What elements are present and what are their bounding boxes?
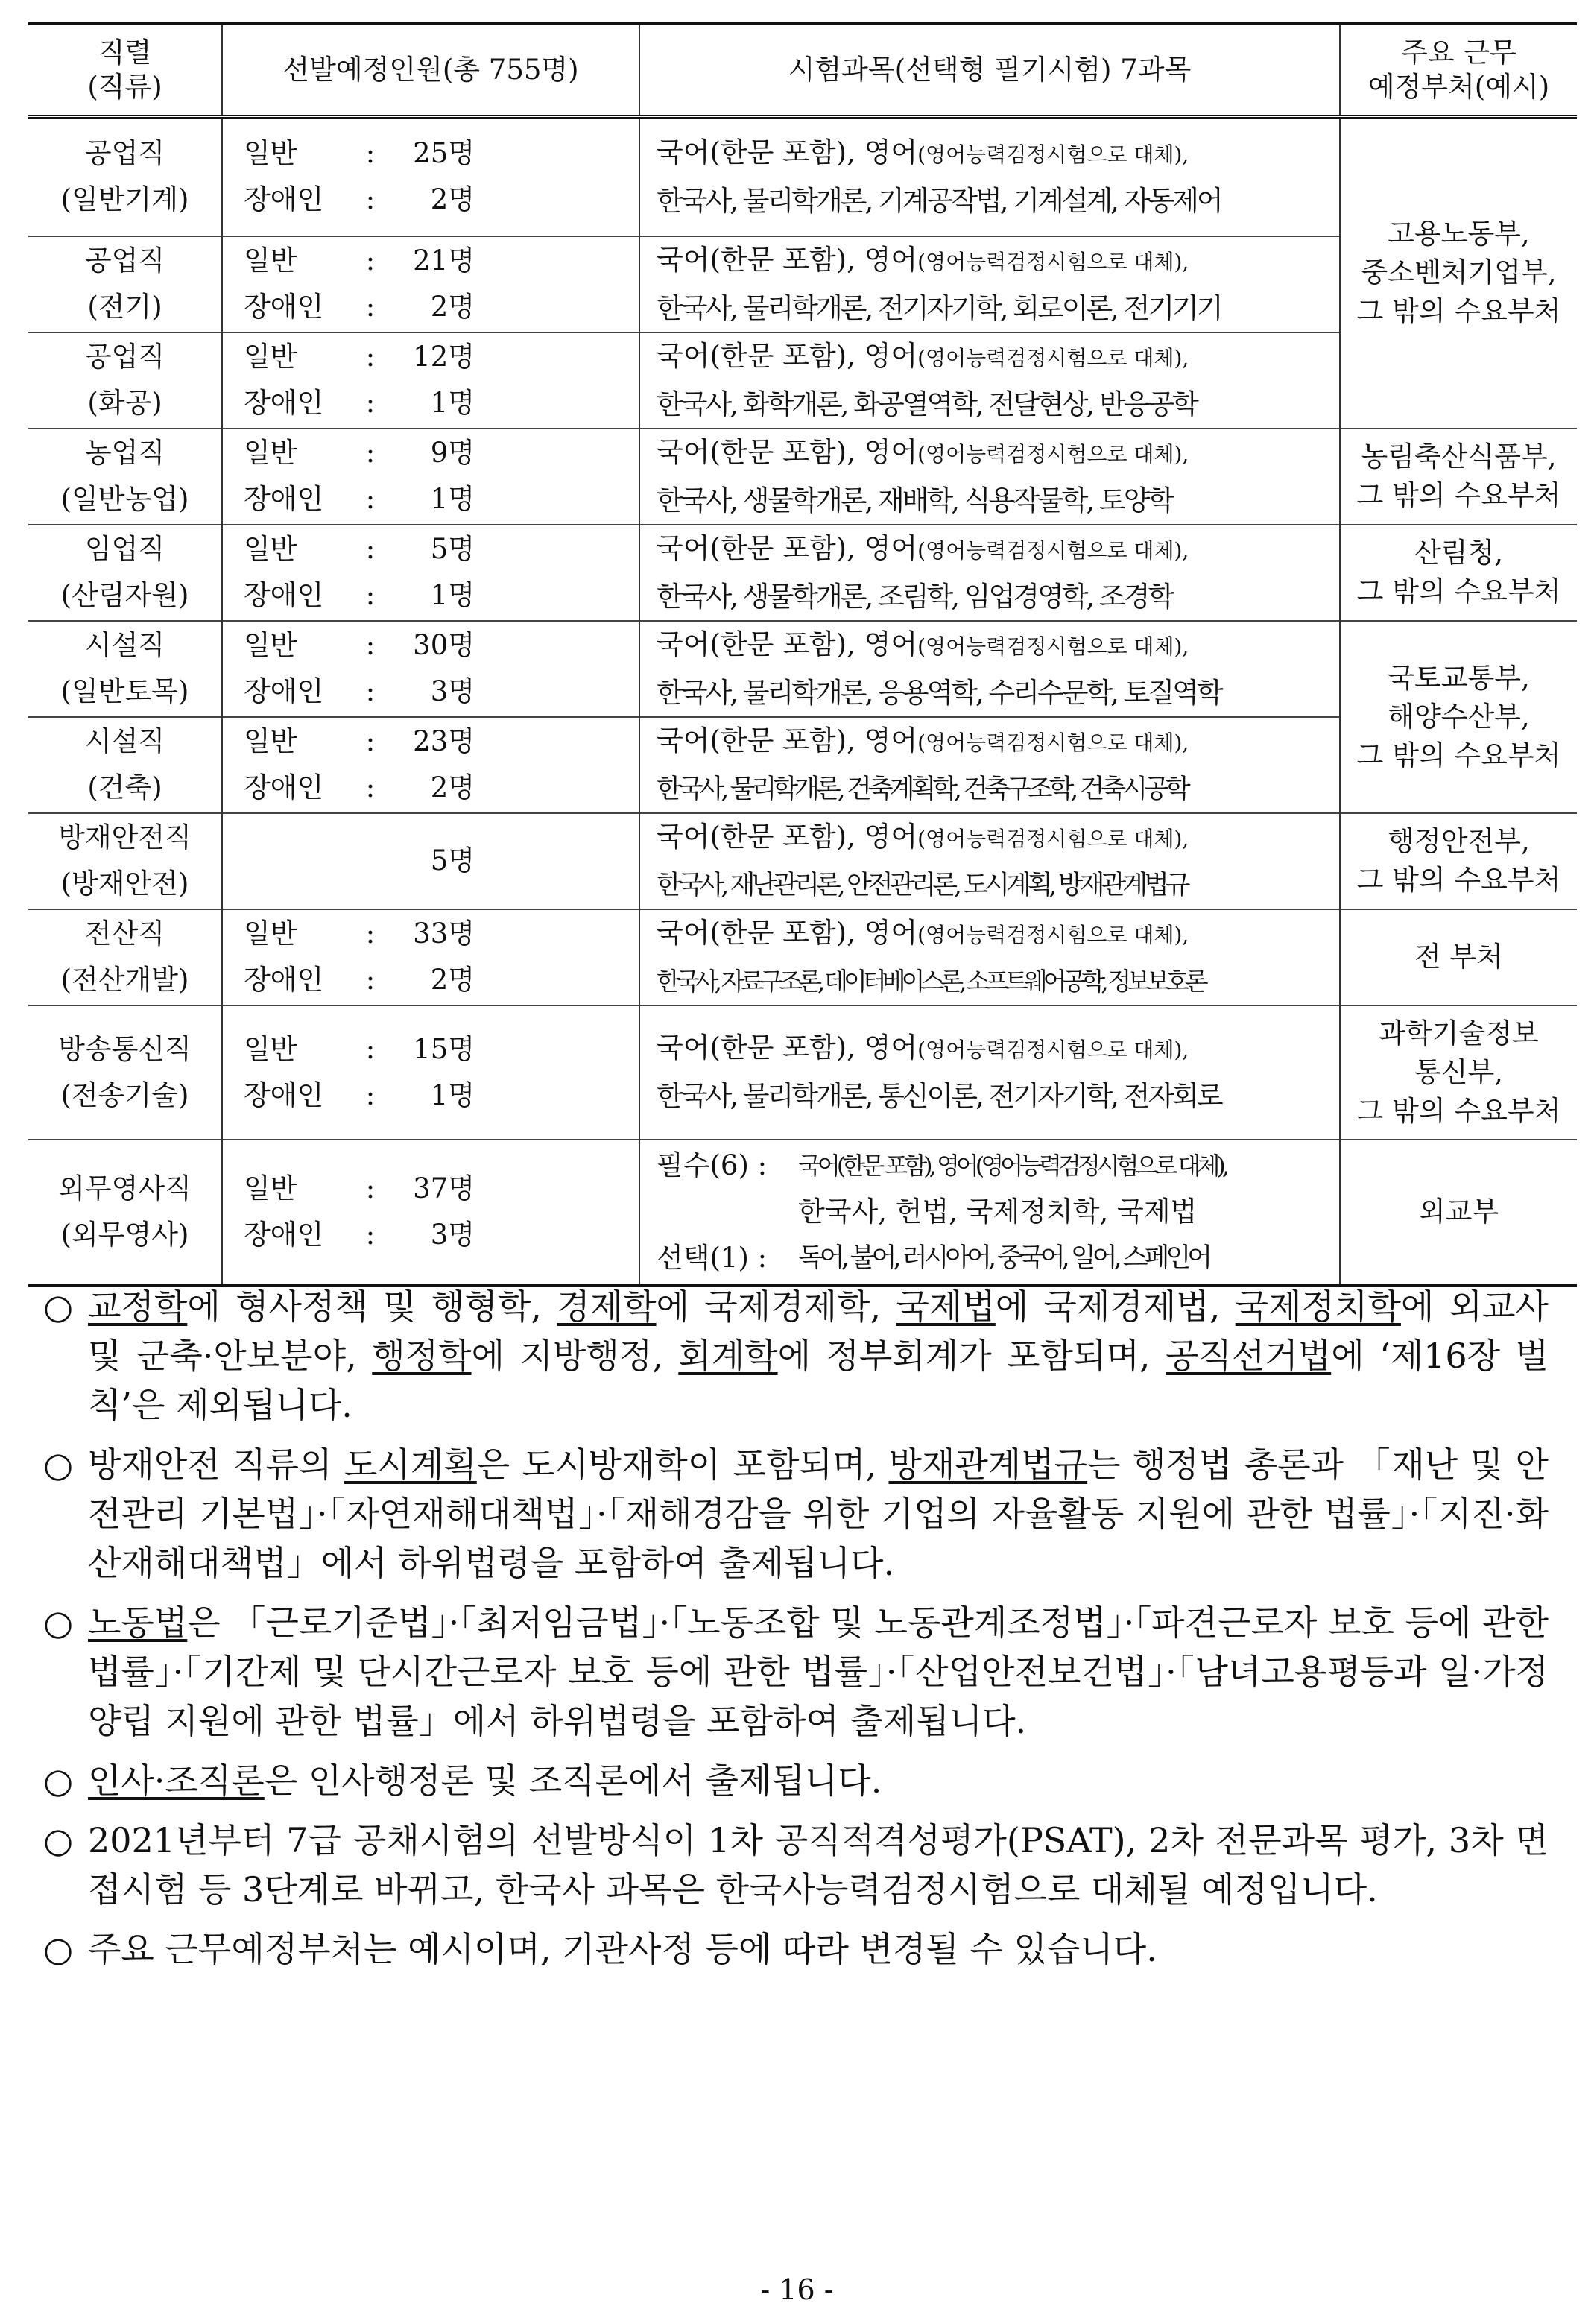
job-cell: 외무영사직 (외무영사): [28, 1140, 222, 1286]
dept-cell: 농림축산식품부, 그 밖의 수요부처: [1356, 441, 1561, 511]
note-item: [28, 1924, 1549, 1974]
circle-bullet-icon: ○: [43, 1761, 74, 1801]
header-dept: 주요 근무 예정부처(예시): [1340, 24, 1577, 117]
job-cell: 시설직 (일반토목): [28, 621, 222, 717]
subjects-cell: 국어(한문 포함), 영어(영어능력검정시험으로 대체), 한국사, 생물학개론, 조림학, 임업경영학, 조경학: [639, 525, 1340, 621]
table-row: [28, 621, 1577, 717]
job-cell: 시설직 (건축): [28, 717, 222, 813]
circle-bullet-icon: ○: [43, 1820, 74, 1860]
table-row: [28, 117, 1577, 236]
table-row: [28, 525, 1577, 621]
table-row: [28, 813, 1577, 909]
subjects-cell: 국어(한문 포함), 영어(영어능력검정시험으로 대체), 한국사, 물리학개론, 기계공작법, 기계설계, 자동제어: [639, 117, 1340, 236]
note-text: 노동법은 「근로기준법」·「최저임금법」·「노동조합 및 노동관계조정법」·「파견근로자 보호 등에 관한 법률」·「기간제 및 단시간근로자 보호 등에 관한 법률」·「산업안전보건법」·「남녀고용평등과 일·가정 양립 지원에 관한 법률」에서 하위법령을 포함하여 출제됩니다.: [88, 1603, 1549, 1741]
dept-cell: 외교부: [1418, 1196, 1499, 1228]
count-cell: 일반 : 37명 장애인 : 3명: [222, 1140, 639, 1286]
count-cell: 일반 : 9명 장애인 : 1명: [222, 429, 639, 525]
note-text: 인사·조직론은 인사행정론 및 조직론에서 출제됩니다.: [88, 1761, 882, 1801]
note-item: [28, 1816, 1549, 1914]
note-item: [28, 1440, 1549, 1588]
subjects-cell: 국어(한문 포함), 영어(영어능력검정시험으로 대체), 한국사, 물리학개론, 전기자기학, 회로이론, 전기기기: [639, 236, 1340, 332]
job-cell: 방재안전직 (방재안전): [28, 813, 222, 909]
job-cell: 공업직 (전기): [28, 236, 222, 332]
page: [28, 22, 1577, 1287]
count-cell: 일반 : 33명 장애인 : 2명: [222, 909, 639, 1005]
note-item: [28, 1756, 1549, 1805]
count-cell: 일반 : 5명 장애인 : 1명: [222, 525, 639, 621]
dept-cell: 과학기술정보 통신부, 그 밖의 수요부처: [1356, 1017, 1561, 1127]
job-cell: 공업직 (일반기계): [28, 117, 222, 236]
job-cell: 농업직 (일반농업): [28, 429, 222, 525]
note-text: 방재안전 직류의 도시계획은 도시방재학이 포함되며, 방재관계법규는 행정법 총론과 「재난 및 안전관리 기본법」·「자연재해대책법」·「재해경감을 위한 기업의 자율활동 지원에 관한 법률」·「지진·화산재해대책법」에서 하위법령을 포함하여 출제됩니다.: [88, 1444, 1549, 1583]
note-text: 주요 근무예정부처는 예시이며, 기관사정 등에 따라 변경될 수 있습니다.: [88, 1929, 1157, 1969]
table-row: [28, 909, 1577, 1005]
notes-section: [28, 1282, 1549, 1984]
circle-bullet-icon: ○: [43, 1444, 74, 1485]
subjects-cell: 국어(한문 포함), 영어(영어능력검정시험으로 대체), 한국사, 물리학개론, 응용역학, 수리수문학, 토질역학: [639, 621, 1340, 717]
circle-bullet-icon: ○: [43, 1929, 74, 1969]
job-cell: 공업직 (화공): [28, 332, 222, 429]
dept-cell: 고용노동부, 중소벤처기업부, 그 밖의 수요부처: [1356, 218, 1561, 328]
job-cell: 방송통신직 (전송기술): [28, 1005, 222, 1140]
circle-bullet-icon: ○: [43, 1286, 74, 1327]
subjects-cell: 국어(한문 포함), 영어(영어능력검정시험으로 대체), 한국사, 재난관리론, 안전관리론, 도시계획, 방재관계법규: [639, 813, 1340, 909]
dept-cell: 국토교통부, 해양수산부, 그 밖의 수요부처: [1356, 661, 1561, 771]
table-row: [28, 1140, 1577, 1286]
table-row: [28, 429, 1577, 525]
count-cell: 일반 : 15명 장애인 : 1명: [222, 1005, 639, 1140]
note-item: [28, 1598, 1549, 1746]
note-item: [28, 1282, 1549, 1430]
header-job: 직렬 (직류): [28, 24, 222, 117]
count-cell: 일반 : 25명 장애인 : 2명: [222, 117, 639, 236]
job-cell: 전산직 (전산개발): [28, 909, 222, 1005]
job-cell: 임업직 (산림자원): [28, 525, 222, 621]
count-cell: 일반 : 23명 장애인 : 2명: [222, 717, 639, 813]
subjects-cell: 필수(6) : 국어(한문 포함), 영어(영어능력검정시험으로 대체), 한국사, 헌법, 국제정치학, 국제법 선택(1) : 독어, 불어, 러시아어, 중국어, 일어, 스페인어: [639, 1140, 1340, 1286]
header-subjects: 시험과목(선택형 필기시험) 7과목: [639, 24, 1340, 117]
subjects-cell: 국어(한문 포함), 영어(영어능력검정시험으로 대체), 한국사, 화학개론, 화공열역학, 전달현상, 반응공학: [639, 332, 1340, 429]
note-text: 교정학에 형사정책 및 행형학, 경제학에 국제경제학, 국제법에 국제경제법, 국제정치학에 외교사 및 군축·안보분야, 행정학에 지방행정, 회계학에 정부회계가 포함되며, 공직선거법에 ‘제16장 벌칙’은 제외됩니다.: [88, 1286, 1549, 1425]
table-header-row: [28, 24, 1577, 117]
subjects-cell: 국어(한문 포함), 영어(영어능력검정시험으로 대체), 한국사, 생물학개론, 재배학, 식용작물학, 토양학: [639, 429, 1340, 525]
count-cell: 일반 : 30명 장애인 : 3명: [222, 621, 639, 717]
table-row: [28, 1005, 1577, 1140]
dept-cell: 산림청, 그 밖의 수요부처: [1356, 537, 1561, 607]
note-text: 2021년부터 7급 공채시험의 선발방식이 1차 공직적격성평가(PSAT), 2차 전문과목 평가, 3차 면접시험 등 3단계로 바뀌고, 한국사 과목은 한국사능력검정시험으로 대체될 예정입니다.: [88, 1820, 1549, 1910]
count-cell: 5명: [222, 813, 639, 909]
page-number: - 16 -: [760, 2273, 834, 2306]
dept-cell: 행정안전부, 그 밖의 수요부처: [1356, 825, 1561, 896]
count-cell: 일반 : 21명 장애인 : 2명: [222, 236, 639, 332]
subjects-cell: 국어(한문 포함), 영어(영어능력검정시험으로 대체), 한국사, 물리학개론, 통신이론, 전기자기학, 전자회로: [639, 1005, 1340, 1140]
count-cell: 일반 : 12명 장애인 : 1명: [222, 332, 639, 429]
recruitment-table: [28, 22, 1577, 1287]
dept-cell: 전 부처: [1414, 941, 1503, 973]
subjects-cell: 국어(한문 포함), 영어(영어능력검정시험으로 대체), 한국사, 물리학개론, 건축계획학, 건축구조학, 건축시공학: [639, 717, 1340, 813]
subjects-cell: 국어(한문 포함), 영어(영어능력검정시험으로 대체), 한국사, 자료구조론, 데이터베이스론, 소프트웨어공학, 정보보호론: [639, 909, 1340, 1005]
circle-bullet-icon: ○: [43, 1603, 74, 1643]
header-count: 선발예정인원(총 755명): [222, 24, 639, 117]
